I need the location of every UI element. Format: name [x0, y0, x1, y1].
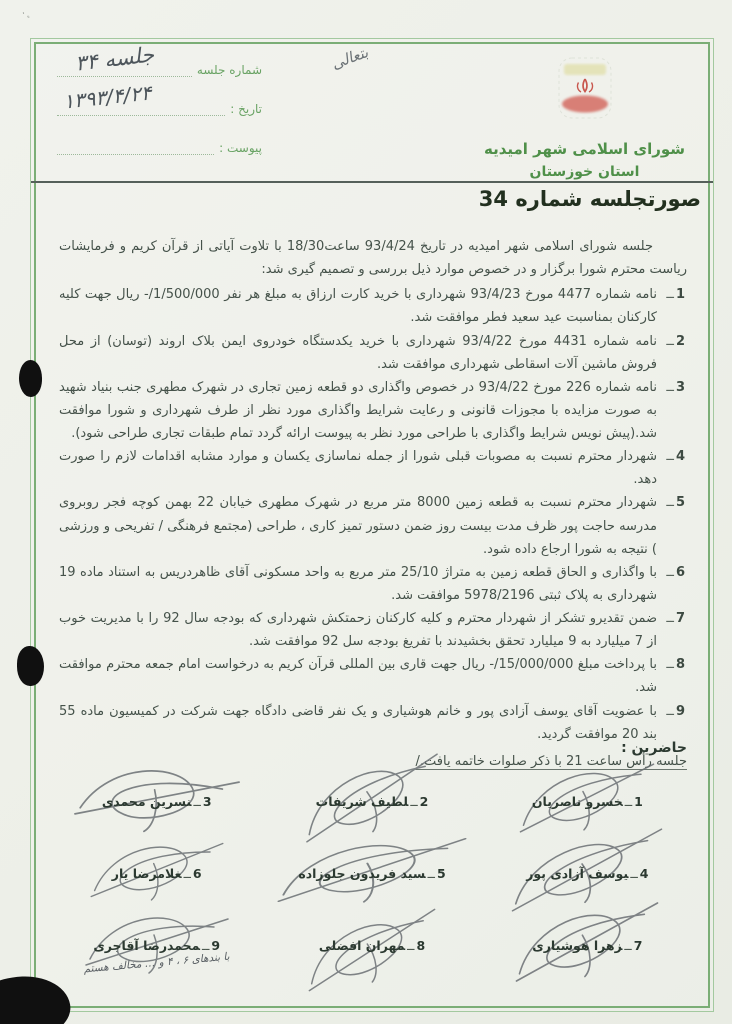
closing-line: جلسه رأس ساعت 21 با ذکر صلوات خاتمه یافت./	[415, 753, 687, 769]
document-title: صورتجلسه شماره 34	[478, 187, 701, 211]
resolution-item	[59, 330, 687, 376]
attendee-number: 6 ــ	[182, 866, 202, 881]
letterhead-header	[31, 39, 713, 183]
date-row	[57, 80, 262, 116]
attendee-name-line	[298, 866, 445, 881]
attendee-name: نسرین محمدی	[101, 793, 192, 809]
attendee-number: 7 ــ	[622, 938, 642, 953]
signature-cell	[49, 914, 264, 976]
attendee-name-line	[102, 794, 212, 809]
attendees-label: حاضرین :	[621, 740, 687, 756]
organization-block	[472, 51, 697, 183]
resolution-text: با واگذاری و الحاق قطعه زمین به متراژ 25/10 متر مربع به واحد مسکونی آقای ظاهردریس به استناد ماده 19 شهرداری به پلاک ثبتی 5978/2196 موافقت شد.	[59, 564, 657, 603]
resolution-item	[59, 491, 687, 560]
attendee-number: 1 ــ	[623, 794, 643, 809]
attendee-name-line	[319, 938, 425, 953]
resolution-item	[59, 561, 687, 607]
org-name-line2: استان خوزستان	[529, 164, 640, 180]
attendee-name: یوسف آزادی پور	[526, 865, 629, 881]
attendee-name-line	[93, 938, 220, 953]
resolution-text: نامه شماره 226 مورخ 93/4/22 در خصوص واگذاری دو قطعه زمین تجاری در شهرک مطهری جنب بنیاد شهید به صورت مزایده با مجوزات قانونی و رعایت شرایط واگذاری مورد نظر از طرف شهرداری و شورا موافقت شد.(پیش نویس شرایط واگذاری با طراحی مورد نظر به پیوست ارائه گردد تمام طبقات تجاری طراحی شود).	[59, 379, 657, 441]
resolution-item	[59, 445, 687, 491]
resolution-number: 5 ــ	[666, 491, 685, 514]
attendees-section	[31, 734, 713, 1011]
meeting-number-handwritten-value: جلسه ۳۴	[73, 42, 156, 76]
attachment-label: پیوست :	[219, 141, 262, 155]
attendee-name: غلامرضا یار	[111, 865, 182, 881]
signature-grid	[49, 770, 695, 976]
attendee-number: 4 ــ	[628, 866, 648, 881]
meeting-number-row	[57, 42, 262, 77]
attendee-name: زهرا هوشیاری	[532, 937, 623, 953]
attendee-name: محمدرضا آقاجری	[93, 937, 201, 953]
resolution-item	[59, 376, 687, 445]
intro-paragraph: جلسه شورای اسلامی شهر امیدیه در تاریخ 93/4/24 ساعت18/30 با تلاوت آیاتی از قرآن کریم و فرمایشات ریاست محترم شورا برگزار و در خصوص موارد ذیل بررسی و تصمیم گیری شد:	[59, 239, 687, 278]
resolution-text: شهردار محترم نسبت به مصوبات قبلی شورا از جمله نماسازی یکسان و موارد مشابه اقدامات لازم را صورت دهد.	[59, 449, 657, 488]
attendee-name-line	[112, 866, 202, 881]
resolution-list	[59, 283, 687, 746]
attendee-number: 3 ــ	[192, 794, 212, 809]
resolution-number: 9 ــ	[666, 700, 685, 723]
minutes-body	[59, 235, 687, 773]
signature-cell	[480, 842, 695, 904]
scan-blot-left-upper	[19, 360, 42, 397]
resolution-text: شهردار محترم نسبت به قطعه زمین 8000 متر مربع در شهرک مطهری خیابان 22 بهمن کوچه فجر روبروی مدرسه حاجت پور ظرف مدت بیست روز ضمن دستور تمیز کاری ، طراحی (مجتمع فرهنگی / تفریحی و ورزشی ) نتیجه به شورا ارجاع داده شود.	[59, 495, 658, 557]
attendee-name: مهران افضلی	[318, 937, 406, 953]
attendee-name: سید فریدون جلوزاده	[298, 865, 426, 881]
header-form-fields	[57, 42, 262, 180]
scan-smudge-top-left: ·˛	[20, 7, 32, 20]
attendee-name: خسرو ناصریان	[531, 793, 623, 809]
attendee-name-line	[316, 794, 429, 809]
attendee-handwritten-note: با بندهای ۶ ، ۴ و … مخالف هستم	[83, 950, 231, 976]
resolution-number: 3 ــ	[666, 376, 685, 399]
resolution-number: 7 ــ	[666, 607, 685, 630]
attendee-name-line	[532, 938, 642, 953]
resolution-number: 8 ــ	[666, 653, 685, 676]
resolution-item	[59, 653, 687, 699]
resolution-number: 6 ــ	[666, 561, 685, 584]
handwritten-besmele: بتعالی	[329, 43, 371, 73]
signature-cell	[264, 914, 479, 976]
resolution-text: نامه شماره 4431 مورخ 93/4/22 شهرداری با خرید یکدستگاه خودروی ایمن بلاک اروند (توسان) از محل فروش ماشین آلات اسقاطی شهرداری موافقت شد.	[59, 333, 657, 372]
meeting-number-label: شماره جلسه	[196, 63, 262, 77]
attachment-dotted-line	[57, 141, 214, 155]
scan-blot-left-lower	[17, 646, 44, 686]
signature-cell	[264, 842, 479, 904]
resolution-number: 4 ــ	[666, 445, 685, 468]
attendee-name-line	[526, 866, 648, 881]
org-name-line1: شورای اسلامی شهر امیدیه	[483, 140, 686, 158]
date-handwritten-value: ۱۳۹۳/۴/۲۴	[61, 80, 153, 114]
attendee-number: 8 ــ	[405, 938, 425, 953]
date-label: تاریخ :	[230, 102, 262, 116]
green-letterhead-frame	[30, 38, 714, 1012]
signature-cell	[480, 914, 695, 976]
attendee-number: 2 ــ	[408, 794, 428, 809]
signature-cell	[49, 770, 264, 832]
resolution-item	[59, 607, 687, 653]
iran-emblem-icon	[556, 53, 614, 125]
resolution-text: ضمن تقدیرو تشکر از شهردار محترم و کلیه کارکنان زحمتکش شهرداری که بودجه سال 92 را با مدیریت خوب از 7 میلیارد به 9 میلیارد تحقق بخشیدند با تفریغ بودجه سل 92 موافقت شد.	[59, 611, 657, 650]
attendee-name-line	[532, 794, 643, 809]
attendee-number: 5 ــ	[426, 866, 446, 881]
resolution-number: 1 ــ	[666, 283, 685, 306]
resolution-item	[59, 283, 687, 329]
resolution-text: نامه شماره 4477 مورخ 93/4/23 شهرداری با خرید کارت ارزاق به مبلغ هر نفر 1/500/000/- ریال جهت کلیه کارکنان بمناسبت عید سعید فطر موافقت شد.	[59, 287, 657, 326]
attachment-row	[57, 141, 262, 155]
resolution-text: با عضویت آقای یوسف آزادی پور و خانم هوشیاری و یک نفر قاضی دادگاه جهت شرکت در کمیسیون ماده 55 بند 20 موافقت گردید.	[59, 703, 657, 742]
resolution-number: 2 ــ	[666, 330, 685, 353]
signature-cell	[264, 770, 479, 832]
signature-cell	[49, 842, 264, 904]
attendee-number: 9 ــ	[200, 938, 220, 953]
resolution-text: با پرداخت مبلغ 15/000/000/- ریال جهت قاری بین المللی قرآن کریم به درخواست امام جمعه محترم موافقت شد.	[59, 657, 658, 696]
attendee-name: لطیف شریفات	[315, 793, 409, 809]
